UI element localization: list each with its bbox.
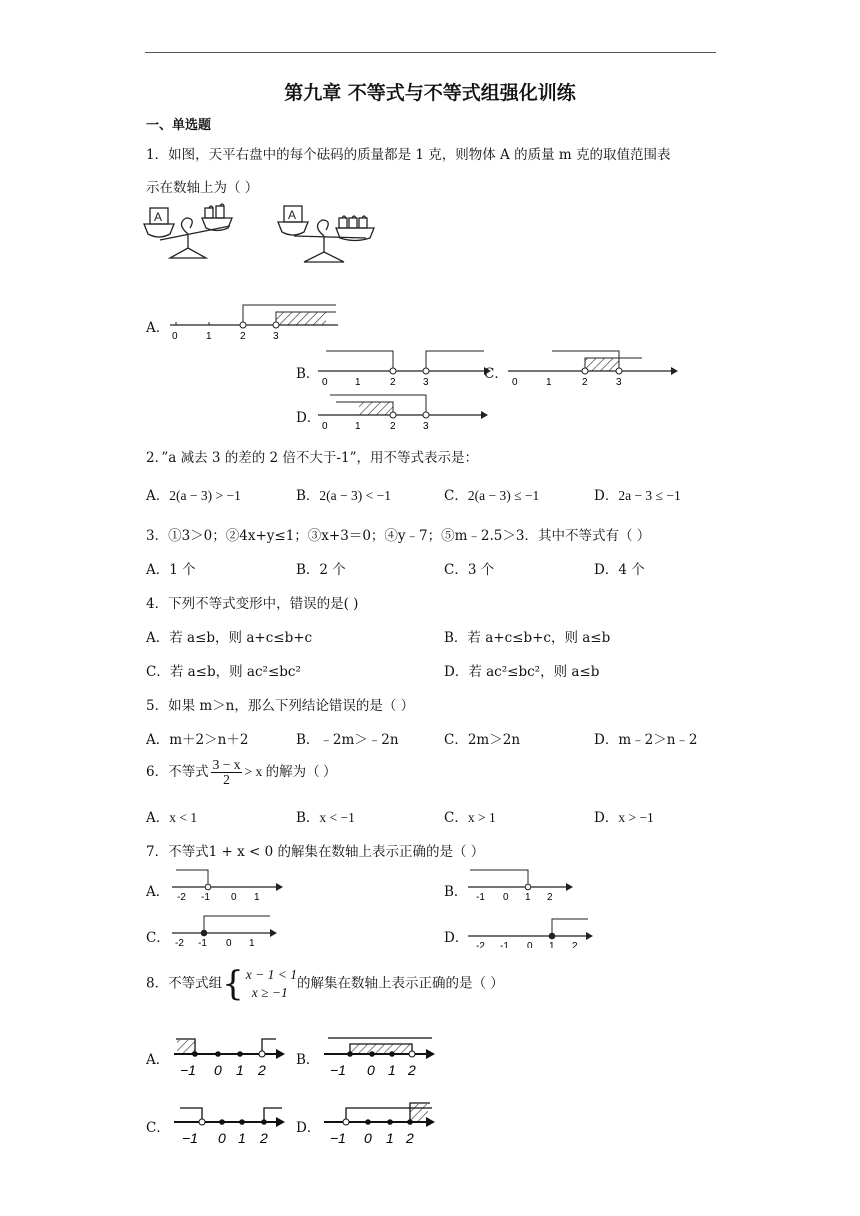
q8-stem [146,964,504,1005]
tick-label: 1 [549,941,555,948]
option-text: 2a − 3 ≤ −1 [618,488,681,503]
option-label: D． [594,562,619,578]
tick-label: 2 [258,1062,266,1078]
tick-label: 1 [249,938,255,948]
left-brace-icon: { [222,964,244,1005]
tick-label: 2 [390,421,396,432]
option-label: B． [296,562,320,578]
option-text: ﹣2m＞﹣2n [319,732,399,748]
q6-option-c[interactable] [444,806,496,826]
tick-label: -2 [175,938,184,948]
tick-label: -1 [476,892,485,902]
tick-label: 2 [390,377,396,388]
q3-option-b[interactable] [296,558,346,578]
q1-option-a-label[interactable]: A． [146,320,170,336]
q3-option-d[interactable] [594,558,645,578]
tick-label: 0 [364,1130,372,1146]
q1-option-c-label[interactable]: C． [484,366,508,382]
q6-fraction [211,758,243,787]
tick-label: 0 [512,377,518,388]
q7-option-c-numberline[interactable] [170,912,280,948]
option-label: B． [296,732,320,748]
option-label: A． [146,810,170,826]
option-text: 若 a≤b，则 ac²≤bc² [169,664,301,680]
tick-label: 1 [254,892,260,902]
tick-label: -1 [500,941,509,948]
q6-stem [146,758,336,787]
tick-label: 0 [214,1062,222,1078]
q7-option-d-numberline[interactable] [466,912,596,948]
option-label: C． [146,664,170,680]
tick-label: 1 [238,1130,246,1146]
balance-scales-figure [140,196,400,268]
tick-label: 1 [206,331,212,342]
q8-option-a-label[interactable]: A． [146,1052,170,1068]
tick-label: −1 [182,1130,198,1146]
option-text: 2(a − 3) < −1 [319,488,391,503]
q6-stem-post: > x 的解为（ ） [244,764,337,780]
tick-label: 0 [218,1130,226,1146]
option-text: 2 个 [319,562,346,578]
tick-label: -1 [198,938,207,948]
q1-option-b-label[interactable]: B． [296,366,320,382]
tick-label: 1 [386,1130,394,1146]
q7-stem: 7．不等式1 + x < 0 的解集在数轴上表示正确的是（ ） [146,844,485,860]
q4-option-c[interactable] [146,660,301,680]
q4-option-a[interactable] [146,626,312,646]
tick-label: 0 [322,377,328,388]
option-text: x < −1 [319,810,355,825]
option-text: 2m＞2n [467,732,521,748]
q7-option-b-label[interactable]: B． [444,884,468,900]
section-heading: 一、单选题 [146,118,212,133]
tick-label: 1 [355,421,361,432]
option-label: C． [444,562,468,578]
tick-label: −1 [180,1062,196,1078]
q2-option-b[interactable] [296,484,391,504]
q7-option-a-numberline[interactable] [170,866,285,902]
option-text: 2(a − 3) > −1 [169,488,241,503]
q1-option-c-numberline[interactable] [506,346,681,390]
tick-label: 0 [231,892,237,902]
option-label: D． [594,732,619,748]
q8-option-b-label[interactable]: B． [296,1052,320,1068]
q1-option-d-label[interactable]: D． [296,410,321,426]
option-text: 3 个 [467,562,495,578]
q8-stem-post: 的解集在数轴上表示正确的是（ ） [296,975,504,992]
tick-label: 3 [273,331,279,342]
tick-label: −1 [330,1130,346,1146]
q7-option-c-label[interactable]: C． [146,930,170,946]
option-text: x > 1 [467,810,496,825]
option-label: C． [444,810,468,826]
q1-option-b-numberline[interactable] [316,346,491,390]
option-label: B． [296,488,320,504]
q7-option-d-label[interactable]: D． [444,930,469,946]
tick-label: 2 [260,1130,268,1146]
option-label: D． [594,810,619,826]
tick-label: 0 [527,941,533,948]
option-text: 若 a≤b，则 a+c≤b+c [169,630,313,646]
q5-option-c[interactable] [444,728,520,748]
tick-label: 1 [355,377,361,388]
tick-label: -1 [201,892,210,902]
q8-option-d-label[interactable]: D． [296,1120,321,1136]
tick-label: 3 [616,377,622,388]
option-label: B． [444,630,468,646]
q3-option-c[interactable] [444,558,494,578]
q8-option-a-numberline[interactable] [172,1030,290,1080]
tick-label: 0 [367,1062,375,1078]
option-text: 2(a − 3) ≤ −1 [467,488,540,503]
tick-label: 2 [406,1130,414,1146]
tick-label: 2 [240,331,246,342]
q4-option-b[interactable] [444,626,610,646]
q6-option-a[interactable] [146,806,197,826]
tick-label: 0 [322,421,328,432]
object-a-label-2: A [288,208,297,222]
q8-inequality-system [246,966,297,1002]
option-label: C． [444,488,468,504]
tick-label: 2 [547,892,553,902]
q2-stem: 2．”a 减去 3 的差的 2 倍不大于-1”，用不等式表示是： [146,450,478,466]
fraction-numerator: 3 − x [212,757,241,772]
option-text: m﹣2＞n﹣2 [618,732,698,748]
tick-label: 0 [226,938,232,948]
tick-label: 2 [572,941,578,948]
fraction-denominator: 2 [223,772,230,788]
q8-stem-pre: 8．不等式组 [146,975,223,992]
option-text: x < 1 [169,810,198,825]
q5-stem: 5．如果 m＞n，那么下列结论错误的是（ ） [146,698,415,714]
tick-label: −1 [330,1062,346,1078]
system-line-2: x ≥ −1 [251,985,288,1001]
q2-option-a[interactable] [146,484,241,504]
q6-option-b[interactable] [296,806,355,826]
q5-option-b[interactable] [296,728,399,748]
q4-stem: 4．下列不等式变形中，错误的是( ) [146,596,359,612]
option-label: A． [146,732,170,748]
option-label: D． [594,488,619,504]
q8-option-b-numberline[interactable] [322,1030,440,1080]
system-line-1: x − 1 < 1 [245,967,297,982]
object-a-label-1: A [154,210,163,224]
q1-stem-line1: 1．如图，天平右盘中的每个砝码的质量都是 1 克，则物体 A 的质量 m 克的取值范围表 [146,147,671,163]
q2-option-c[interactable] [444,484,539,504]
option-text: m＋2＞n＋2 [169,732,249,748]
tick-label: 2 [582,377,588,388]
q2-option-d[interactable] [594,484,681,504]
tick-label: 3 [423,421,429,432]
q8-option-d-numberline[interactable] [322,1098,440,1148]
q8-option-c-label[interactable]: C． [146,1120,170,1136]
tick-label: 1 [525,892,531,902]
option-label: B． [296,810,320,826]
q5-option-d[interactable] [594,728,698,748]
tick-label: -2 [177,892,186,902]
option-label: A． [146,630,170,646]
option-label: A． [146,562,170,578]
q3-stem: 3．①3＞0；②4x+y≤1；③x+3＝0；④y﹣7；⑤m﹣2.5＞3．其中不等式有（ ） [146,528,651,544]
option-label: C． [444,732,468,748]
q6-stem-pre: 6．不等式 [146,764,209,781]
option-text: 若 ac²≤bc²，则 a≤b [468,664,600,680]
tick-label: 1 [388,1062,396,1078]
tick-label: 1 [236,1062,244,1078]
q7-option-b-numberline[interactable] [466,866,576,902]
tick-label: -2 [476,941,485,948]
option-text: x > −1 [618,810,654,825]
top-rule [145,52,716,53]
tick-label: 2 [408,1062,416,1078]
option-text: 1 个 [169,562,196,578]
tick-label: 3 [423,377,429,388]
q3-option-a[interactable] [146,558,196,578]
q1-option-d-numberline[interactable] [316,390,491,434]
q1-stem-line2: 示在数轴上为（ ） [146,180,259,196]
tick-label: 1 [546,377,552,388]
tick-label: 0 [172,331,178,342]
q4-option-d[interactable] [444,660,599,680]
option-label: A． [146,488,170,504]
option-label: D． [444,664,469,680]
q7-option-a-label[interactable]: A． [146,884,170,900]
q5-option-a[interactable] [146,728,248,748]
tick-label: 0 [503,892,509,902]
q1-option-a-numberline[interactable] [168,300,348,344]
option-text: 若 a+c≤b+c，则 a≤b [467,630,611,646]
option-text: 4 个 [618,562,645,578]
page-title: 第九章 不等式与不等式组强化训练 [284,82,576,104]
q8-option-c-numberline[interactable] [172,1098,290,1148]
q6-option-d[interactable] [594,806,654,826]
